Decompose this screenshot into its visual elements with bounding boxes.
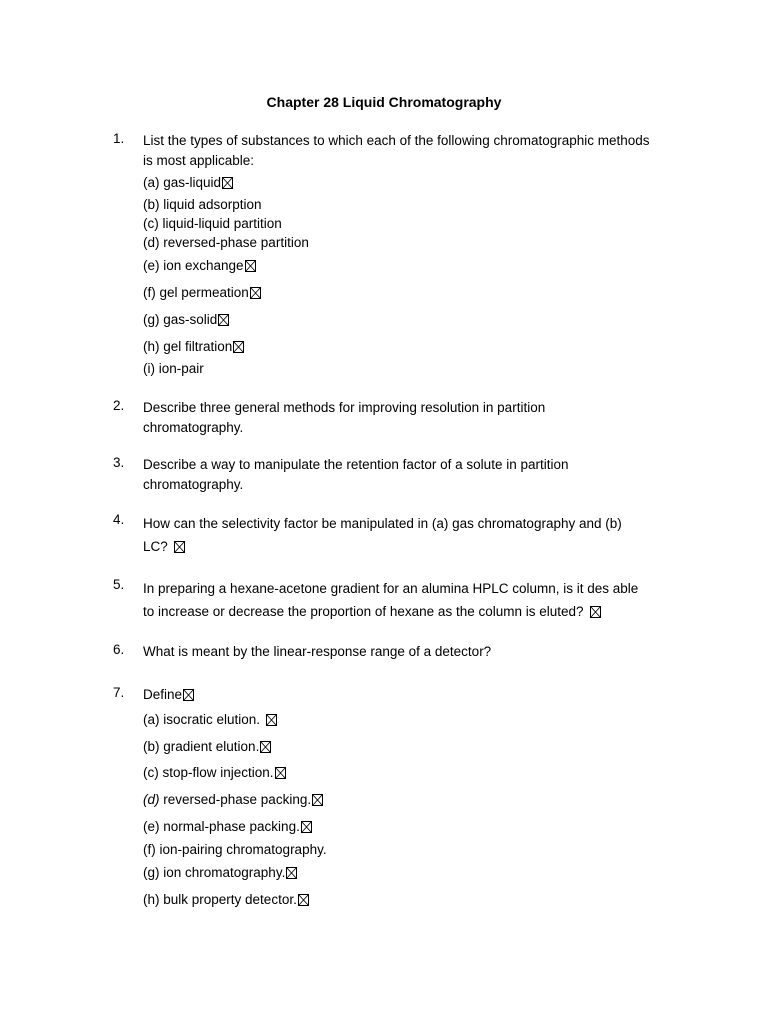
question-number: 7. [113,685,125,700]
list-item: (h) bulk property detector. [143,892,309,907]
broken-image-placeholder-icon [590,606,601,618]
broken-image-placeholder-icon [183,689,194,701]
question-number: 4. [113,512,125,527]
question-number: 6. [113,642,125,657]
broken-image-placeholder-icon [218,314,229,326]
broken-image-placeholder-icon [245,260,256,272]
question-text: In preparing a hexane-acetone gradient for an alumina HPLC column, is it des able to increase or decrease the proportion of hexane as the column is eluted? [143,581,639,619]
broken-image-placeholder-icon [298,894,309,906]
broken-image-placeholder-icon [174,541,185,553]
list-item: (d) reversed-phase partition [143,235,309,250]
list-item: (d) reversed-phase packing. [143,792,323,807]
broken-image-placeholder-icon [286,867,297,879]
broken-image-placeholder-icon [312,794,323,806]
list-item: (e) ion exchange [143,258,256,273]
list-item: (e) normal-phase packing. [143,819,312,834]
broken-image-placeholder-icon [301,821,312,833]
broken-image-placeholder-icon [222,177,233,189]
question-text: Describe a way to manipulate the retention factor of a solute in partition chromatography. [143,457,569,492]
broken-image-placeholder-icon [233,341,244,353]
list-item: (c) stop-flow injection. [143,765,286,780]
question-text: What is meant by the linear-response range of a detector? [143,644,492,659]
question-number: 3. [113,455,125,470]
question-text: Define [143,685,663,705]
broken-image-placeholder-icon [266,714,277,726]
question-text: How can the selectivity factor be manipulated in (a) gas chromatography and (b) LC? [143,516,622,554]
question-text: List the types of substances to which each of the following chromatographic methods is most applicable: [143,133,650,168]
list-item: (b) liquid adsorption [143,197,262,212]
question-number: 1. [113,131,125,146]
question-number: 5. [113,577,125,592]
list-item: (a) isocratic elution. [143,712,277,727]
list-item: (c) liquid-liquid partition [143,216,282,231]
question-number: 2. [113,398,125,413]
page-title: Chapter 28 Liquid Chromatography [266,94,502,110]
broken-image-placeholder-icon [260,741,271,753]
list-item: (h) gel filtration [143,339,244,354]
list-item: (f) ion-pairing chromatography. [143,842,327,857]
list-item: (b) gradient elution. [143,739,271,754]
broken-image-placeholder-icon [275,767,286,779]
question-text: Describe three general methods for improving resolution in partition chromatography. [143,400,546,435]
broken-image-placeholder-icon [250,287,261,299]
list-item: (f) gel permeation [143,285,261,300]
list-item: (g) gas-solid [143,312,229,327]
list-item: (i) ion-pair [143,361,204,376]
list-item: (g) ion chromatography. [143,865,297,880]
list-item: (a) gas-liquid [143,175,233,190]
